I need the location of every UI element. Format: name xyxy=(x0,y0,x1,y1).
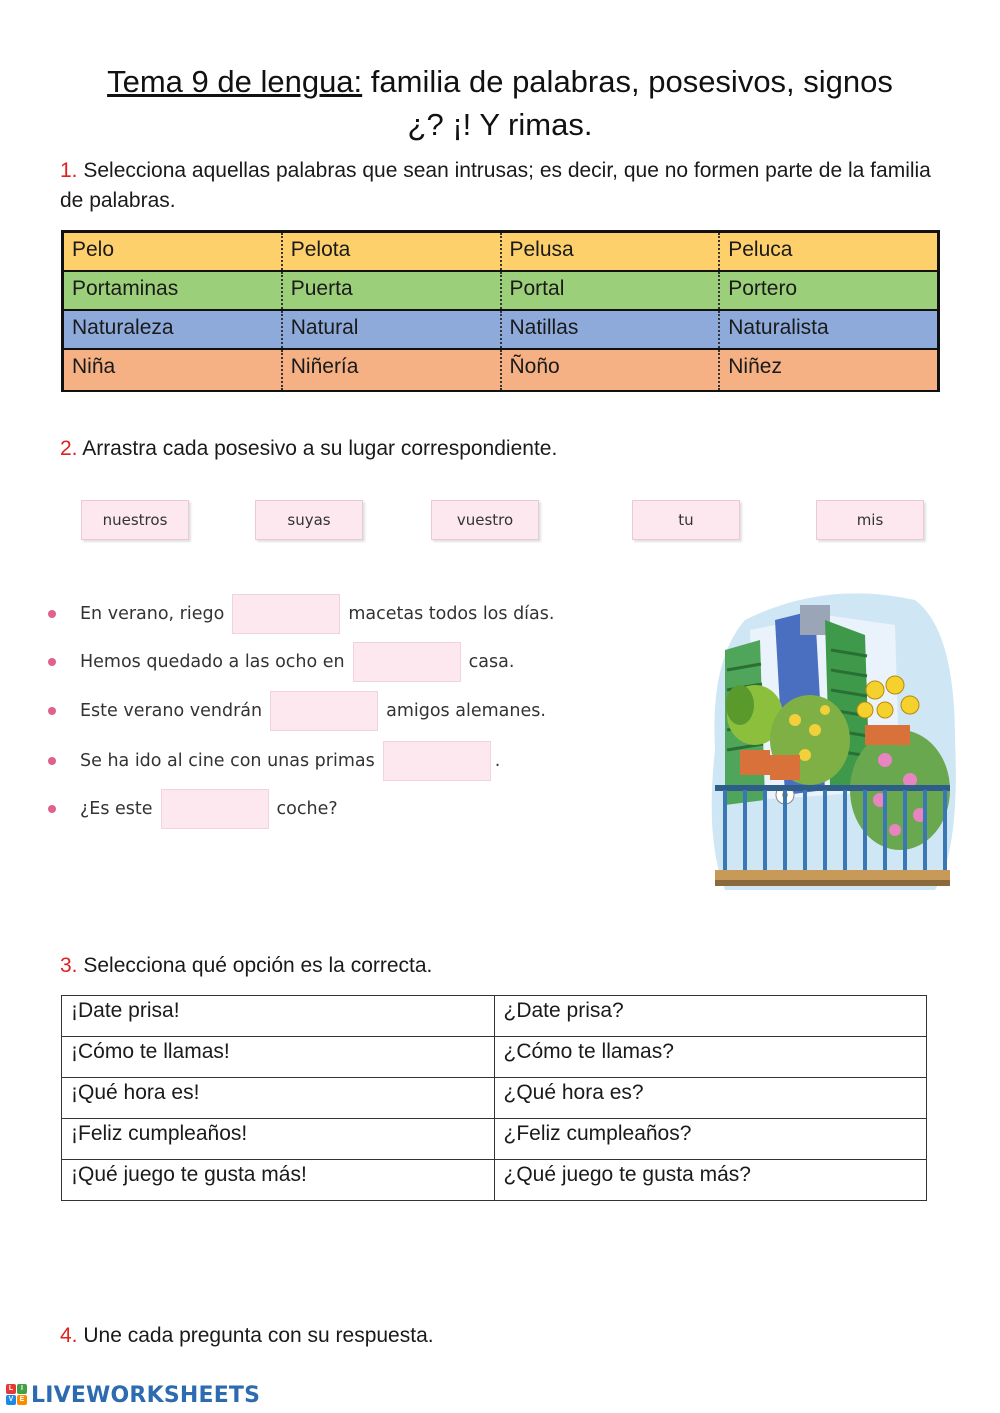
word-cell[interactable]: Niñería xyxy=(283,350,502,390)
word-cell[interactable]: Pelusa xyxy=(502,233,721,270)
liveworksheets-brand xyxy=(6,1382,260,1408)
bullet-icon xyxy=(48,707,56,715)
sentence-4 xyxy=(48,741,500,781)
drop-target[interactable] xyxy=(353,642,461,682)
sentence-before: ¿Es este xyxy=(80,799,153,819)
logo-letter: L xyxy=(6,1384,16,1394)
word-cell[interactable]: Natillas xyxy=(502,311,721,348)
drag-chip-nuestros[interactable]: nuestros xyxy=(81,500,189,540)
title-topic: Tema 9 de lengua: xyxy=(107,64,363,99)
word-cell[interactable]: Niñez xyxy=(728,355,782,378)
word-cell[interactable]: Ñoño xyxy=(502,350,721,390)
drag-chip-vuestro[interactable]: vuestro xyxy=(431,500,539,540)
drag-chip-suyas[interactable]: suyas xyxy=(255,500,363,540)
question-text: Selecciona aquellas palabras que sean intrusas; es decir, que no formen parte de la familia de palabras. xyxy=(60,159,931,212)
option-exclamation[interactable]: ¡Date prisa! xyxy=(62,996,495,1037)
option-question[interactable]: ¿Qué hora es? xyxy=(494,1078,927,1119)
drop-target[interactable] xyxy=(270,691,378,731)
question-1-instruction xyxy=(60,156,945,216)
word-cell[interactable]: Naturalista xyxy=(728,316,829,339)
option-question[interactable]: ¿Qué juego te gusta más? xyxy=(494,1160,927,1201)
sentence-3 xyxy=(48,691,546,731)
title-rest: familia de palabras, posesivos, signos xyxy=(362,64,893,99)
word-cell[interactable]: Niña xyxy=(64,350,283,390)
sentence-before: En verano, riego xyxy=(80,604,225,624)
logo-letter: I xyxy=(17,1384,27,1394)
bullet-icon xyxy=(48,805,56,813)
option-exclamation[interactable]: ¡Qué juego te gusta más! xyxy=(62,1160,495,1201)
question-text: Une cada pregunta con su respuesta. xyxy=(77,1324,434,1347)
sentence-after: . xyxy=(494,751,501,771)
question-text: Selecciona qué opción es la correcta. xyxy=(77,954,433,977)
title-line-2: ¿? ¡! Y rimas. xyxy=(407,107,593,142)
logo-letter: V xyxy=(6,1395,16,1405)
word-cell[interactable]: Pelo xyxy=(64,233,283,270)
drag-chip-tu[interactable]: tu xyxy=(632,500,740,540)
logo-letter: E xyxy=(17,1395,27,1405)
brand-name: LIVEWORKSHEETS xyxy=(31,1382,261,1408)
question-2-instruction xyxy=(60,434,557,464)
sentence-after: amigos alemanes. xyxy=(386,701,546,721)
liveworksheets-logo-icon xyxy=(6,1384,28,1406)
table-row xyxy=(62,996,927,1037)
bullet-icon xyxy=(48,658,56,666)
sentence-5 xyxy=(48,789,338,829)
table-row xyxy=(62,1078,927,1119)
option-question[interactable]: ¿Feliz cumpleaños? xyxy=(494,1119,927,1160)
word-family-row-nina xyxy=(64,350,937,390)
bullet-icon xyxy=(48,757,56,765)
word-family-table xyxy=(61,230,940,392)
word-cell[interactable]: Natural xyxy=(283,311,502,348)
word-cell[interactable]: Pelota xyxy=(283,233,502,270)
option-exclamation[interactable]: ¡Qué hora es! xyxy=(62,1078,495,1119)
drag-chip-mis[interactable]: mis xyxy=(816,500,924,540)
sentence-before: Este verano vendrán xyxy=(80,701,263,721)
balcony-flowers-illustration xyxy=(705,590,960,900)
punctuation-choice-table xyxy=(61,995,927,1201)
table-row xyxy=(62,1119,927,1160)
table-row xyxy=(62,1037,927,1078)
word-cell[interactable]: Portero xyxy=(728,277,798,300)
question-number: 4. xyxy=(60,1324,78,1347)
table-row xyxy=(62,1160,927,1201)
option-exclamation[interactable]: ¡Feliz cumpleaños! xyxy=(62,1119,495,1160)
drop-target[interactable] xyxy=(232,594,340,634)
question-number: 1. xyxy=(60,159,78,182)
word-family-row-pelo xyxy=(64,233,937,272)
option-question[interactable]: ¿Date prisa? xyxy=(494,996,927,1037)
bullet-icon xyxy=(48,610,56,618)
drop-target[interactable] xyxy=(161,789,269,829)
sentence-2 xyxy=(48,642,514,682)
option-exclamation[interactable]: ¡Cómo te llamas! xyxy=(62,1037,495,1078)
question-number: 3. xyxy=(60,954,78,977)
sentence-before: Se ha ido al cine con unas primas xyxy=(80,751,375,771)
sentence-after: coche? xyxy=(276,799,338,819)
word-cell[interactable]: Naturaleza xyxy=(64,311,283,348)
word-cell[interactable]: Portal xyxy=(502,272,721,309)
sentence-after: casa. xyxy=(468,652,515,672)
word-cell[interactable]: Peluca xyxy=(728,238,793,261)
word-family-row-puerta xyxy=(64,272,937,311)
drop-target[interactable] xyxy=(383,741,491,781)
word-family-row-natural xyxy=(64,311,937,350)
question-number: 2. xyxy=(60,437,78,460)
word-cell[interactable]: Portaminas xyxy=(64,272,283,309)
question-3-instruction xyxy=(60,951,432,981)
sentence-after: macetas todos los días. xyxy=(348,604,555,624)
sentence-before: Hemos quedado a las ocho en xyxy=(80,652,345,672)
question-4-instruction xyxy=(60,1321,434,1351)
word-cell[interactable]: Puerta xyxy=(283,272,502,309)
worksheet-title xyxy=(40,60,960,146)
sentence-1 xyxy=(48,594,554,634)
option-question[interactable]: ¿Cómo te llamas? xyxy=(494,1037,927,1078)
question-text: Arrastra cada posesivo a su lugar correspondiente. xyxy=(77,437,558,460)
